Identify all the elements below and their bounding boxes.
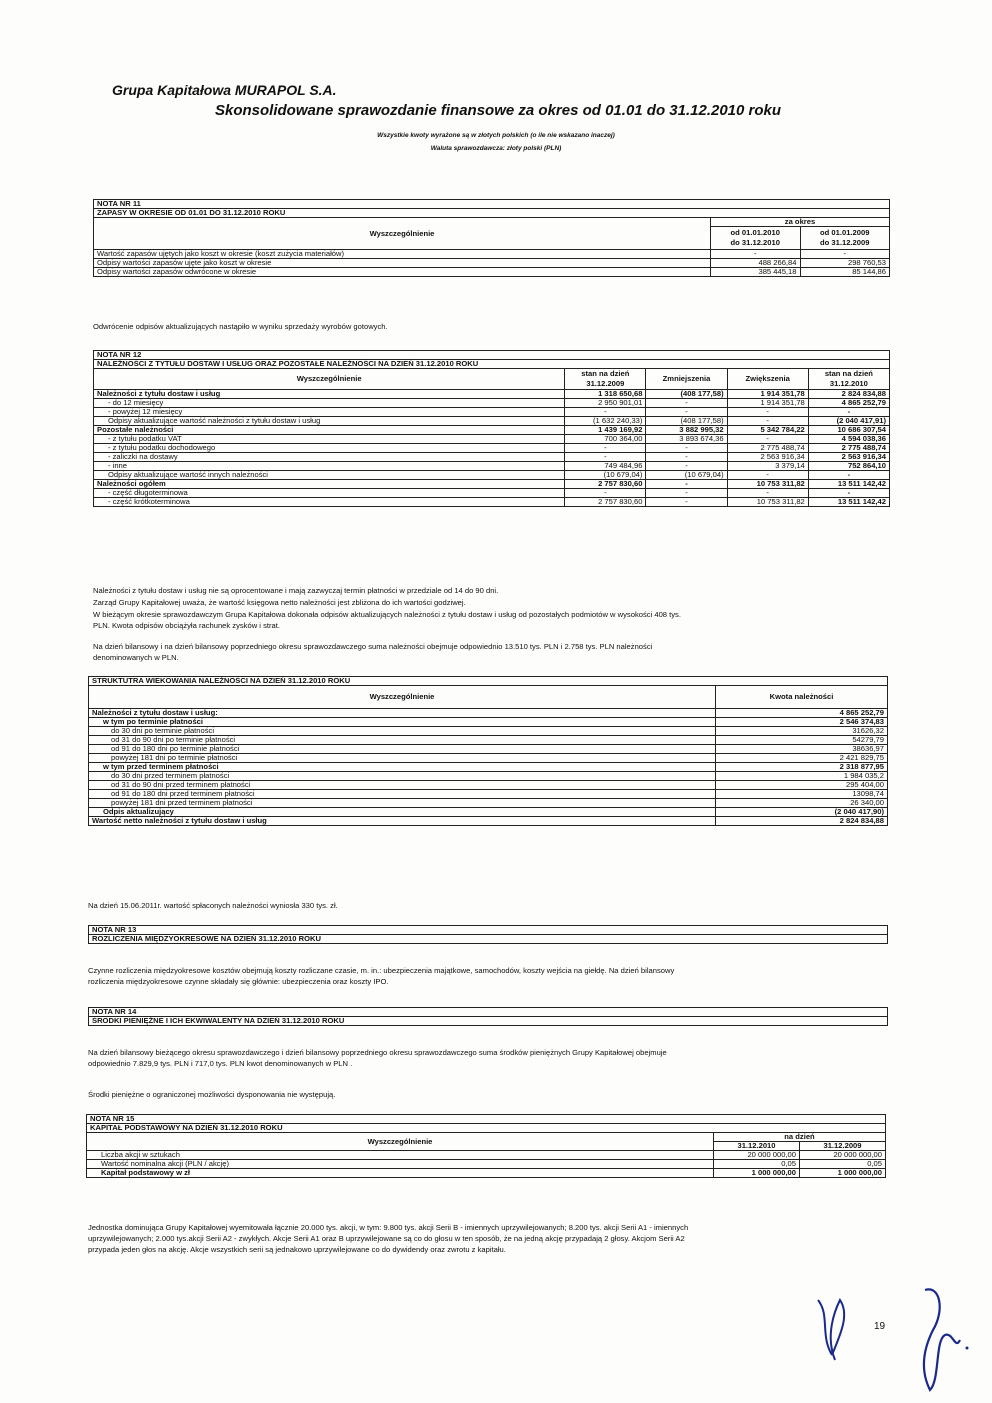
row-label: - z tytułu podatku VAT xyxy=(94,435,565,444)
row-value: - xyxy=(727,408,808,417)
nota14-paragraph-2: Środki pieniężne o ograniczonej możliwości dysponowania nie występują. xyxy=(88,1090,336,1099)
row-value: 2 775 488,74 xyxy=(727,444,808,453)
table-row xyxy=(94,268,890,277)
nota15-na-dzien: na dzień xyxy=(714,1133,886,1142)
row-value: (408 177,58) xyxy=(646,390,727,399)
nota15-paragraph-a: Jednostka dominująca Grupy Kapitałowej wyemitowała łącznie 20.000 tys. akcji, w tym: 9.800 tys. akcji Serii B - imiennych uprzywilejowanych; 8.200 tys. akcji Serii A1 - imiennych xyxy=(88,1223,689,1232)
row-value: - xyxy=(646,408,727,417)
row-label: Należności z tytułu dostaw i usług: xyxy=(89,709,716,718)
row-value: - xyxy=(727,489,808,498)
nota12-col-increase: Zwiększenia xyxy=(727,369,808,390)
nota12-title: NALEŻNOŚCI Z TYTUŁU DOSTAW I USŁUG ORAZ POZOSTAŁE NALEŻNOŚCI NA DZIEŃ 31.12.2010 ROKU xyxy=(94,360,890,369)
row-value: 13 511 142,42 xyxy=(808,498,889,507)
row-value: 10 753 311,82 xyxy=(727,480,808,489)
nota15-col-label: Wyszczególnienie xyxy=(87,1133,714,1151)
row-label: - zaliczki na dostawy xyxy=(94,453,565,462)
row-value: 5 342 784,22 xyxy=(727,426,808,435)
row-value: 3 379,14 xyxy=(727,462,808,471)
row-value: (10 679,04) xyxy=(565,471,646,480)
aging-note: Na dzień 15.06.2011r. wartość spłaconych należności wyniosła 330 tys. zł. xyxy=(88,901,338,910)
aging-col-label: Wyszczególnienie xyxy=(89,686,716,709)
nota11-number: NOTA NR 11 xyxy=(94,200,890,209)
nota12-col-label: Wyszczególnienie xyxy=(94,369,565,390)
nota15-table xyxy=(86,1114,886,1178)
row-value: 2 757 830,60 xyxy=(565,498,646,507)
nota12-col-2010: stan na dzień 31.12.2010 xyxy=(808,369,889,390)
row-value: 749 484,96 xyxy=(565,462,646,471)
nota12-number: NOTA NR 12 xyxy=(94,351,890,360)
nota15-col-2010: 31.12.2010 xyxy=(714,1142,800,1151)
row-value: - xyxy=(646,453,727,462)
row-value: 13 511 142,42 xyxy=(808,480,889,489)
row-label: - część długoterminowa xyxy=(94,489,565,498)
nota15-paragraph-c: przypada jeden głos na akcję. Akcje wszystkich serii są jednakowo uprzywilejowane co do dywidendy oraz zwrotu z kapitału. xyxy=(88,1245,506,1254)
row-value: - xyxy=(800,250,890,259)
nota11-col1-to: do 31.12.2010 xyxy=(730,238,780,247)
nota11-table xyxy=(93,199,890,277)
row-value: (10 679,04) xyxy=(646,471,727,480)
nota14-paragraph-a: Na dzień bilansowy bieżącego okresu sprawozdawczego i dzień bilansowy poprzedniego okresu sprawozdawczego suma środków pieniężnych Grupy Kapitałowej obejmuje xyxy=(88,1048,667,1057)
row-label: - część krótkoterminowa xyxy=(94,498,565,507)
row-value: 2 546 374,83 xyxy=(716,718,888,727)
company-name: Grupa Kapitałowa MURAPOL S.A. xyxy=(112,82,337,98)
row-label: od 91 do 180 dni przed terminem płatności xyxy=(89,790,716,799)
table-row xyxy=(94,480,890,489)
row-value: - xyxy=(808,471,889,480)
nota13-table xyxy=(88,925,888,944)
nota12-col-2009: stan na dzień 31.12.2009 xyxy=(565,369,646,390)
row-value: - xyxy=(565,453,646,462)
row-value: - xyxy=(646,444,727,453)
row-value: 1 318 650,68 xyxy=(565,390,646,399)
nota14-paragraph-b: odpowiednio 7.829,9 tys. PLN i 717,0 tys. PLN kwot denominowanych w PLN . xyxy=(88,1059,353,1068)
row-label: Odpisy wartości zapasów ujęte jako koszt w okresie xyxy=(94,259,711,268)
row-label: Wartość netto należności z tytułu dostaw i usług xyxy=(89,817,716,826)
nota11-note: Odwrócenie odpisów aktualizujących nastąpiło w wyniku sprzedaży wyrobów gotowych. xyxy=(93,322,388,331)
nota12-paragraph-3b: PLN. Kwota odpisów obciążyła rachunek zysków i strat. xyxy=(93,621,280,630)
row-value: 85 144,86 xyxy=(800,268,890,277)
row-value: 295 404,00 xyxy=(716,781,888,790)
nota11-col1 xyxy=(711,227,801,250)
signature-initials-2 xyxy=(905,1280,975,1400)
row-value: 20 000 000,00 xyxy=(714,1151,800,1160)
row-label: do 30 dni po terminie płatności xyxy=(89,727,716,736)
nota11-col1-from: od 01.01.2010 xyxy=(730,228,780,237)
table-row xyxy=(87,1169,886,1178)
nota15-title: KAPITAŁ PODSTAWOWY NA DZIEŃ 31.12.2010 ROKU xyxy=(87,1124,886,1133)
row-label: powyżej 181 dni przed terminem płatności xyxy=(89,799,716,808)
row-label: Wartość nominalna akcji (PLN / akcję) xyxy=(87,1160,714,1169)
row-label: Należności ogółem xyxy=(94,480,565,489)
nota12-paragraph-3a: W bieżącym okresie sprawozdawczym Grupa Kapitałowa dokonała odpisów aktualizujących należności z tytułu dostaw i usług od pozostałych podmiotów w wysokości 408 tys. xyxy=(93,610,681,619)
row-value: 1 439 169,92 xyxy=(565,426,646,435)
row-value: - xyxy=(808,489,889,498)
nota15-col-2009: 31.12.2009 xyxy=(800,1142,886,1151)
row-value: 13098,74 xyxy=(716,790,888,799)
row-value: 4 594 038,36 xyxy=(808,435,889,444)
table-row xyxy=(89,817,888,826)
row-value: 752 864,10 xyxy=(808,462,889,471)
row-value: - xyxy=(711,250,801,259)
row-label: Kapitał podstawowy w zł xyxy=(87,1169,714,1178)
reporting-currency-note: Waluta sprawozdawcza: złoty polski (PLN) xyxy=(430,145,562,152)
row-value: - xyxy=(727,435,808,444)
row-value: - xyxy=(565,408,646,417)
row-value: (408 177,58) xyxy=(646,417,727,426)
nota12-paragraph-1: Należności z tytułu dostaw i usług nie są oprocentowane i mają zazwyczaj termin płatności w przedziale od 14 do 90 dni. xyxy=(93,586,499,595)
row-label: Pozostałe należności xyxy=(94,426,565,435)
row-value: 2 757 830,60 xyxy=(565,480,646,489)
row-value: - xyxy=(727,417,808,426)
row-value: 20 000 000,00 xyxy=(800,1151,886,1160)
row-value: 1 000 000,00 xyxy=(714,1169,800,1178)
nota11-col-label: Wyszczególnienie xyxy=(94,218,711,250)
row-label: Liczba akcji w sztukach xyxy=(87,1151,714,1160)
nota12-col-decrease: Zmniejszenia xyxy=(646,369,727,390)
row-label: od 91 do 180 dni po terminie płatności xyxy=(89,745,716,754)
row-value: 10 753 311,82 xyxy=(727,498,808,507)
row-value: 38636,97 xyxy=(716,745,888,754)
row-value: 298 760,53 xyxy=(800,259,890,268)
row-value: 4 865 252,79 xyxy=(716,709,888,718)
row-value: 3 893 674,36 xyxy=(646,435,727,444)
row-value: - xyxy=(646,462,727,471)
nota13-title: ROZLICZENIA MIĘDZYOKRESOWE NA DZIEŃ 31.12.2010 ROKU xyxy=(89,935,888,944)
table-row xyxy=(89,799,888,808)
row-value: 4 865 252,79 xyxy=(808,399,889,408)
row-label: powyżej 181 dni po terminie płatności xyxy=(89,754,716,763)
row-value: - xyxy=(565,444,646,453)
row-value: 385 445,18 xyxy=(711,268,801,277)
nota11-za-okres: za okres xyxy=(711,218,890,227)
row-value: 31626,32 xyxy=(716,727,888,736)
table-row xyxy=(94,399,890,408)
row-value: 2 950 901,01 xyxy=(565,399,646,408)
row-label: w tym przed terminem płatności xyxy=(89,763,716,772)
row-label: - powyżej 12 miesięcy xyxy=(94,408,565,417)
row-value: - xyxy=(646,480,727,489)
row-value: - xyxy=(646,489,727,498)
row-value: - xyxy=(727,471,808,480)
row-value: 1 914 351,78 xyxy=(727,399,808,408)
row-value: - xyxy=(646,498,727,507)
row-value: 2 824 834,88 xyxy=(808,390,889,399)
row-label: - z tytułu podatku dochodowego xyxy=(94,444,565,453)
row-value: 2 824 834,88 xyxy=(716,817,888,826)
aging-col-value: Kwota należności xyxy=(716,686,888,709)
page-number: 19 xyxy=(874,1321,886,1332)
table-row xyxy=(94,453,890,462)
row-value: 1 000 000,00 xyxy=(800,1169,886,1178)
row-value: - xyxy=(646,399,727,408)
row-label: Odpisy wartości zapasów odwrócone w okresie xyxy=(94,268,711,277)
row-value: 1 984 035,2 xyxy=(716,772,888,781)
nota12-paragraph-4b: denominowanych w PLN. xyxy=(93,653,179,662)
nota15-number: NOTA NR 15 xyxy=(87,1115,886,1124)
row-value: (2 040 417,90) xyxy=(716,808,888,817)
row-value: (2 040 417,91) xyxy=(808,417,889,426)
signature-initials-1 xyxy=(810,1295,860,1365)
row-label: Odpisy aktualizujące wartość innych należności xyxy=(94,471,565,480)
row-label: Należności z tytułu dostaw i usług xyxy=(94,390,565,399)
row-value: 2 563 916,34 xyxy=(808,453,889,462)
nota12-rows xyxy=(94,390,890,507)
row-value: 2 421 829,75 xyxy=(716,754,888,763)
nota15-paragraph-b: uprzywilejowanych; 2.000 tys.akcji Serii A2 - zwykłych. Akcje Serii A1 oraz B uprzywilejowane są co do głosu w ten sposób, że na jedną akcję przypadają 2 głosy. Akcjom Serii A2 xyxy=(88,1234,685,1243)
nota11-col2 xyxy=(800,227,890,250)
row-value: 54279,79 xyxy=(716,736,888,745)
row-label: Odpis aktualizujący xyxy=(89,808,716,817)
nota13-number: NOTA NR 13 xyxy=(89,926,888,935)
row-value: 2 318 877,95 xyxy=(716,763,888,772)
currency-note: Wszystkie kwoty wyrażone są w złotych polskich (o ile nie wskazano inaczej) xyxy=(377,132,615,139)
row-value: 488 266,84 xyxy=(711,259,801,268)
table-row xyxy=(94,498,890,507)
nota11-col2-from: od 01.01.2009 xyxy=(820,228,870,237)
row-value: 700 364,00 xyxy=(565,435,646,444)
nota12-table xyxy=(93,350,890,507)
row-value: 3 882 995,32 xyxy=(646,426,727,435)
row-label: Odpisy aktualizujące wartość należności z tytułu dostaw i usług xyxy=(94,417,565,426)
row-label: od 31 do 90 dni przed terminem płatności xyxy=(89,781,716,790)
row-value: (1 632 240,33) xyxy=(565,417,646,426)
row-label: od 31 do 90 dni po terminie płatności xyxy=(89,736,716,745)
nota11-col2-to: do 31.12.2009 xyxy=(820,238,870,247)
nota14-table xyxy=(88,1007,888,1026)
aging-rows xyxy=(89,709,888,826)
nota14-number: NOTA NR 14 xyxy=(89,1008,888,1017)
row-value: - xyxy=(565,489,646,498)
row-value: 0,05 xyxy=(714,1160,800,1169)
row-value: 26 340,00 xyxy=(716,799,888,808)
aging-table xyxy=(88,676,888,826)
report-title: Skonsolidowane sprawozdanie finansowe za okres od 01.01 do 31.12.2010 roku xyxy=(215,102,782,119)
row-label: - inne xyxy=(94,462,565,471)
nota13-paragraph-a: Czynne rozliczenia międzyokresowe kosztów obejmują koszty rozliczane czasie, m. in.: ubezpieczenia majątkowe, samochodów, koszty wejścia na giełdę. Na dzień bilansowy xyxy=(88,966,675,975)
nota14-title: ŚRODKI PIENIĘŻNE I ICH EKWIWALENTY NA DZIEŃ 31.12.2010 ROKU xyxy=(89,1017,888,1026)
row-value: 0,05 xyxy=(800,1160,886,1169)
row-value: - xyxy=(808,408,889,417)
nota13-paragraph-b: rozliczenia międzyokresowe czynne składały się głównie: ubezpieczenia oraz koszty IPO. xyxy=(88,977,389,986)
row-value: 1 914 351,78 xyxy=(727,390,808,399)
row-value: 2 563 916,34 xyxy=(727,453,808,462)
table-row xyxy=(89,709,888,718)
table-row xyxy=(94,426,890,435)
nota12-paragraph-4a: Na dzień bilansowy i na dzień bilansowy poprzedniego okresu sprawozdawczego suma należności obejmuje odpowiednio 13.510 tys. PLN i 2.758 tys. PLN należności xyxy=(93,642,653,651)
nota12-paragraph-2: Zarząd Grupy Kapitałowej uważa, że wartość księgowa netto należności jest zbliżona do ich wartości godziwej. xyxy=(93,598,466,607)
row-value: 10 686 307,54 xyxy=(808,426,889,435)
row-value: 2 775 488,74 xyxy=(808,444,889,453)
row-label: Wartość zapasów ujętych jako koszt w okresie (koszt zużycia materiałów) xyxy=(94,250,711,259)
aging-title: STRUKTUTRA WIEKOWANIA NALEŻNOŚCI NA DZIEŃ 31.12.2010 ROKU xyxy=(89,677,888,686)
nota11-title: ZAPASY W OKRESIE OD 01.01 DO 31.12.2010 ROKU xyxy=(94,209,890,218)
row-label: - do 12 miesięcy xyxy=(94,399,565,408)
row-label: w tym po terminie płatności xyxy=(89,718,716,727)
row-label: do 30 dni przed terminem płatności xyxy=(89,772,716,781)
